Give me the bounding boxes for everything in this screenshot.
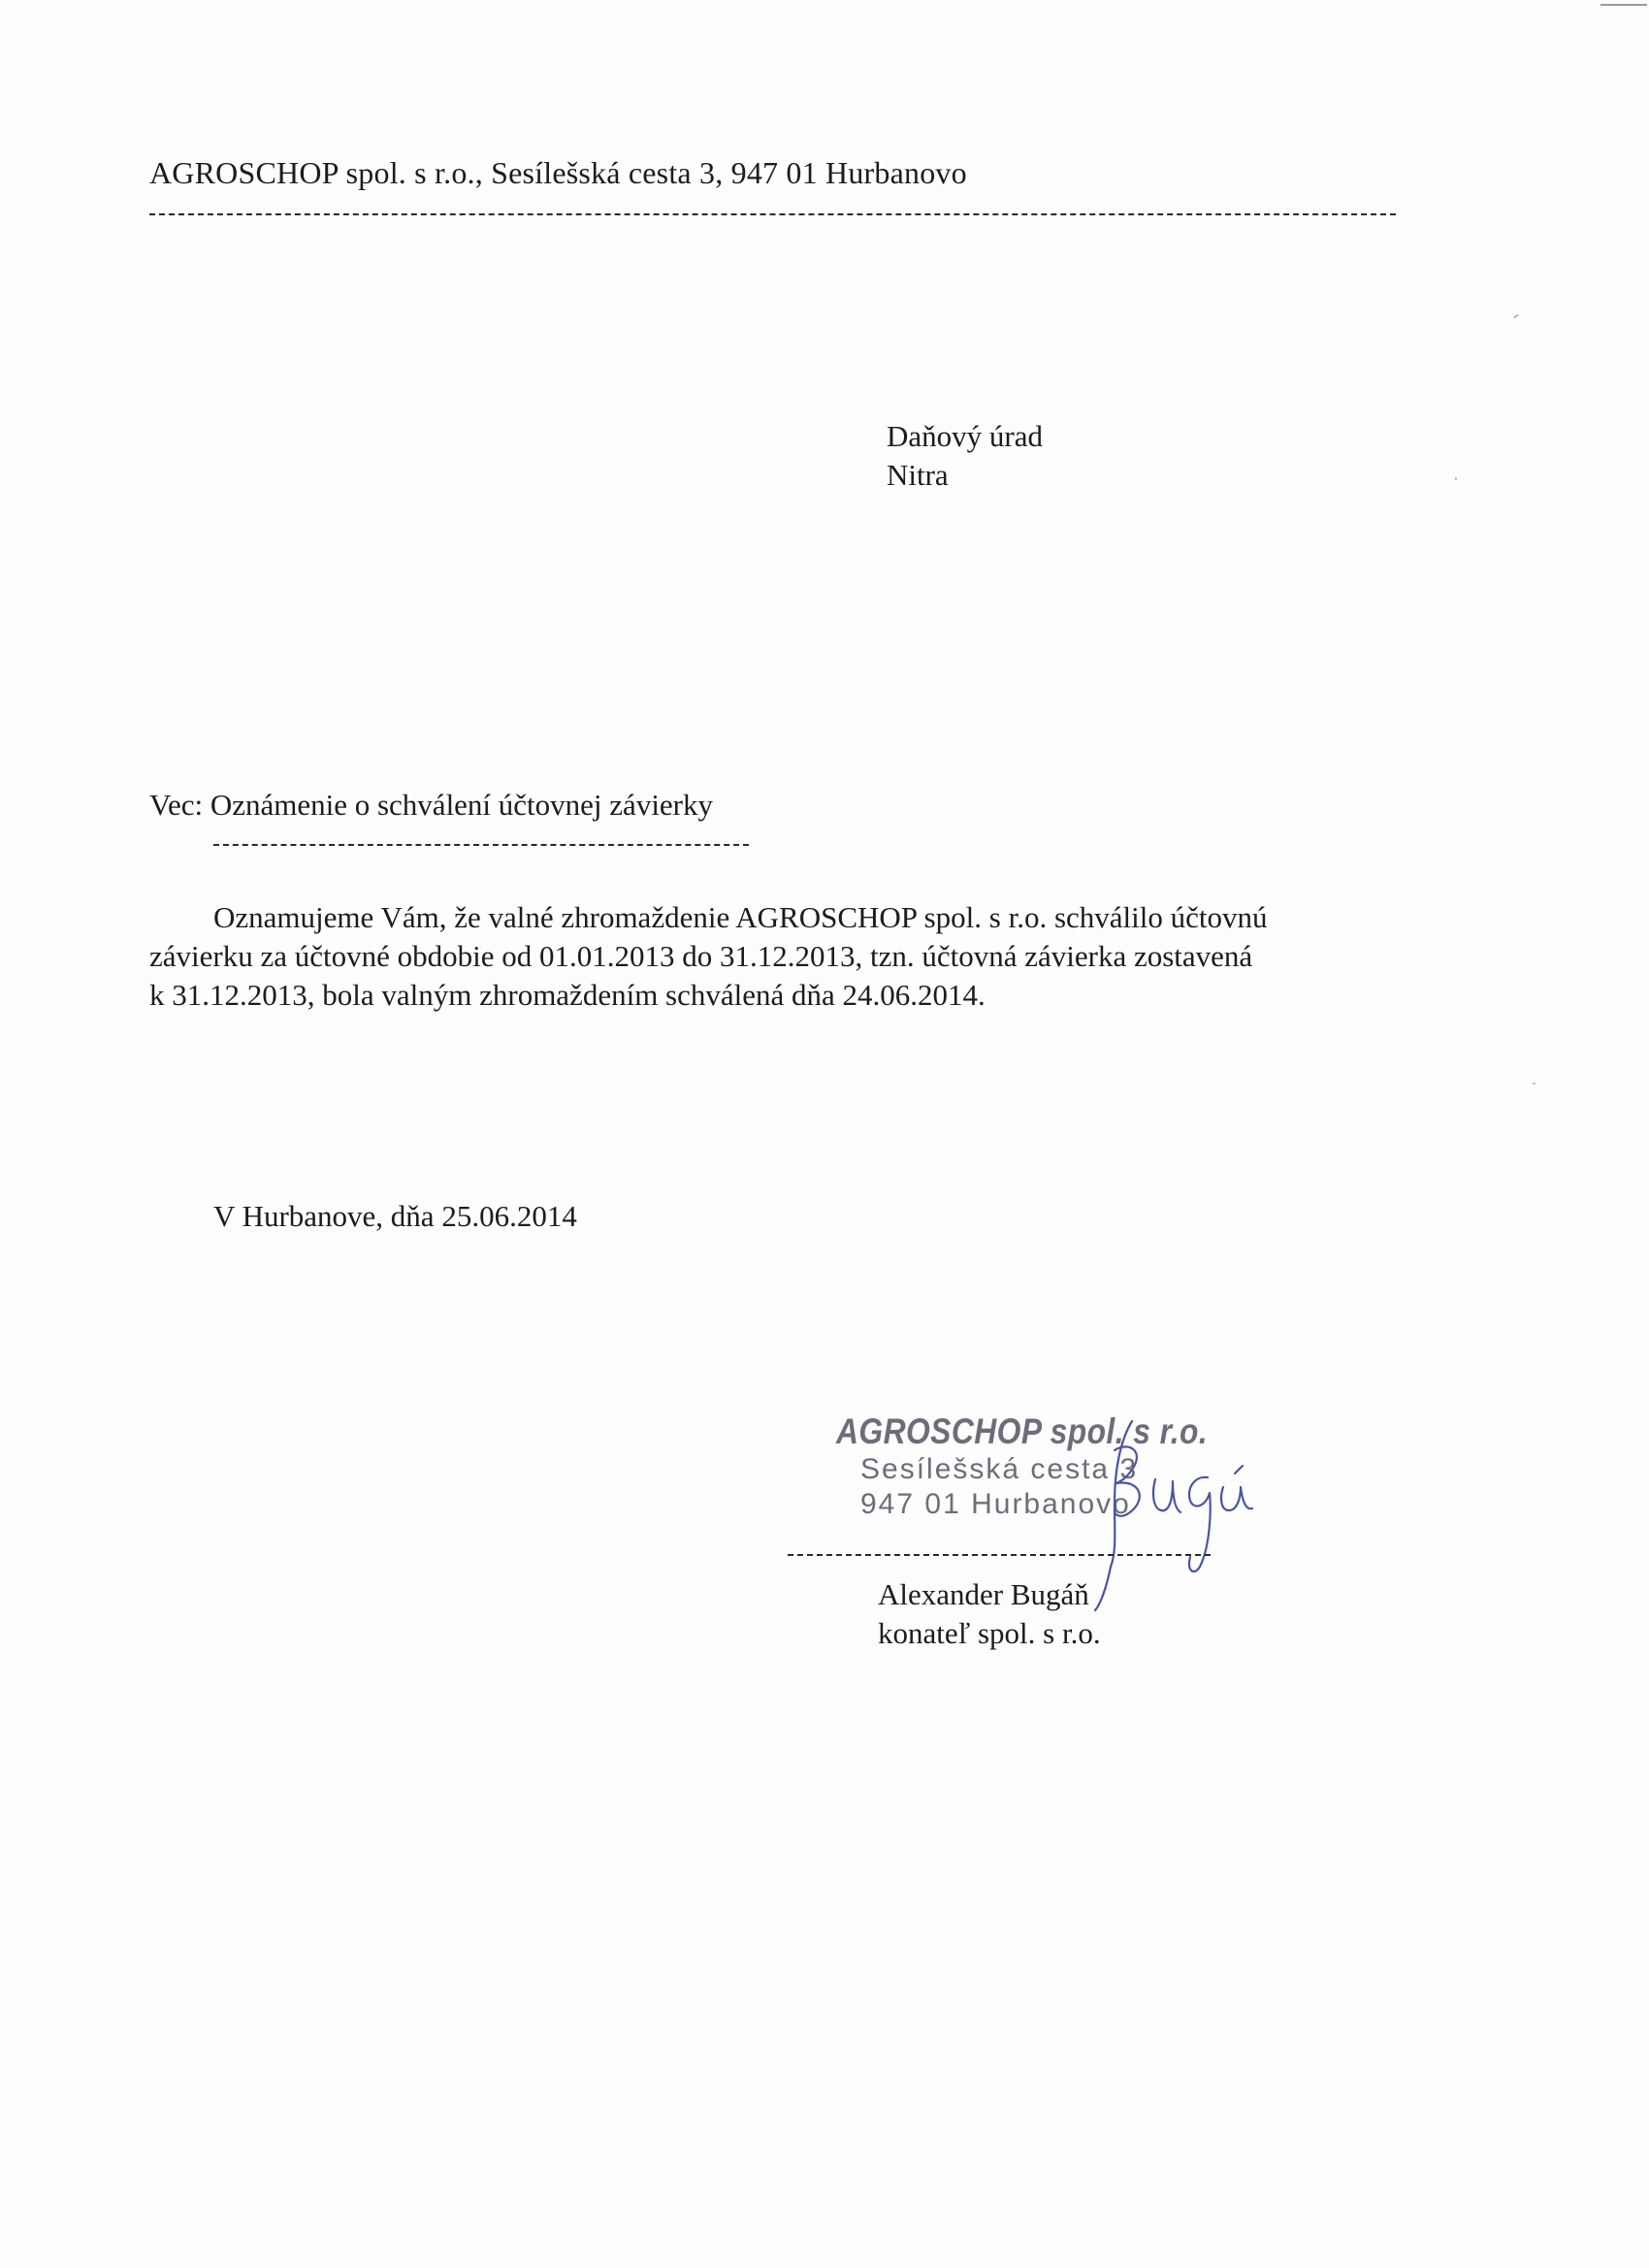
body-line-3: k 31.12.2013, bola valným zhromaždením schválená dňa 24.06.2014. [149, 978, 986, 1012]
signer-name: Alexander Bugáň [878, 1577, 1089, 1611]
recipient-block [887, 417, 1043, 495]
signer-block [878, 1575, 1101, 1653]
signer-role: konateľ spol. s r.o. [878, 1616, 1101, 1650]
scan-edge-mark [1600, 4, 1647, 6]
signature-divider [788, 1554, 1211, 1556]
stamp-city: 947 01 Hurbanovo [860, 1488, 1131, 1520]
company-header: AGROSCHOP spol. s r.o., Sesílešská cesta 3, 947 01 Hurbanovo [149, 155, 967, 190]
header-divider [149, 213, 1396, 215]
stamp-company-name: AGROSCHOP spol. s r.o. [836, 1411, 1209, 1451]
recipient-city: Nitra [887, 458, 949, 492]
letter-body [149, 898, 1362, 1015]
subject-underline [213, 844, 749, 846]
place-and-date: V Hurbanove, dňa 25.06.2014 [213, 1199, 577, 1233]
stamp-street: Sesílešská cesta 3 [860, 1453, 1139, 1485]
scan-speck [1513, 314, 1519, 319]
scan-speck [1455, 477, 1457, 480]
recipient-office: Daňový úrad [887, 419, 1043, 453]
body-line-1: Oznamujeme Vám, že valné zhromaždenie AGROSCHOP spol. s r.o. schválilo účtovnú [213, 900, 1268, 934]
scan-speck [1533, 1083, 1536, 1085]
subject-line: Vec: Oznámenie o schválení účtovnej závierky [149, 788, 714, 822]
body-line-2: závierku za účtovné obdobie od 01.01.2013 do 31.12.2013, tzn. účtovná závierka zostavená [149, 939, 1253, 973]
